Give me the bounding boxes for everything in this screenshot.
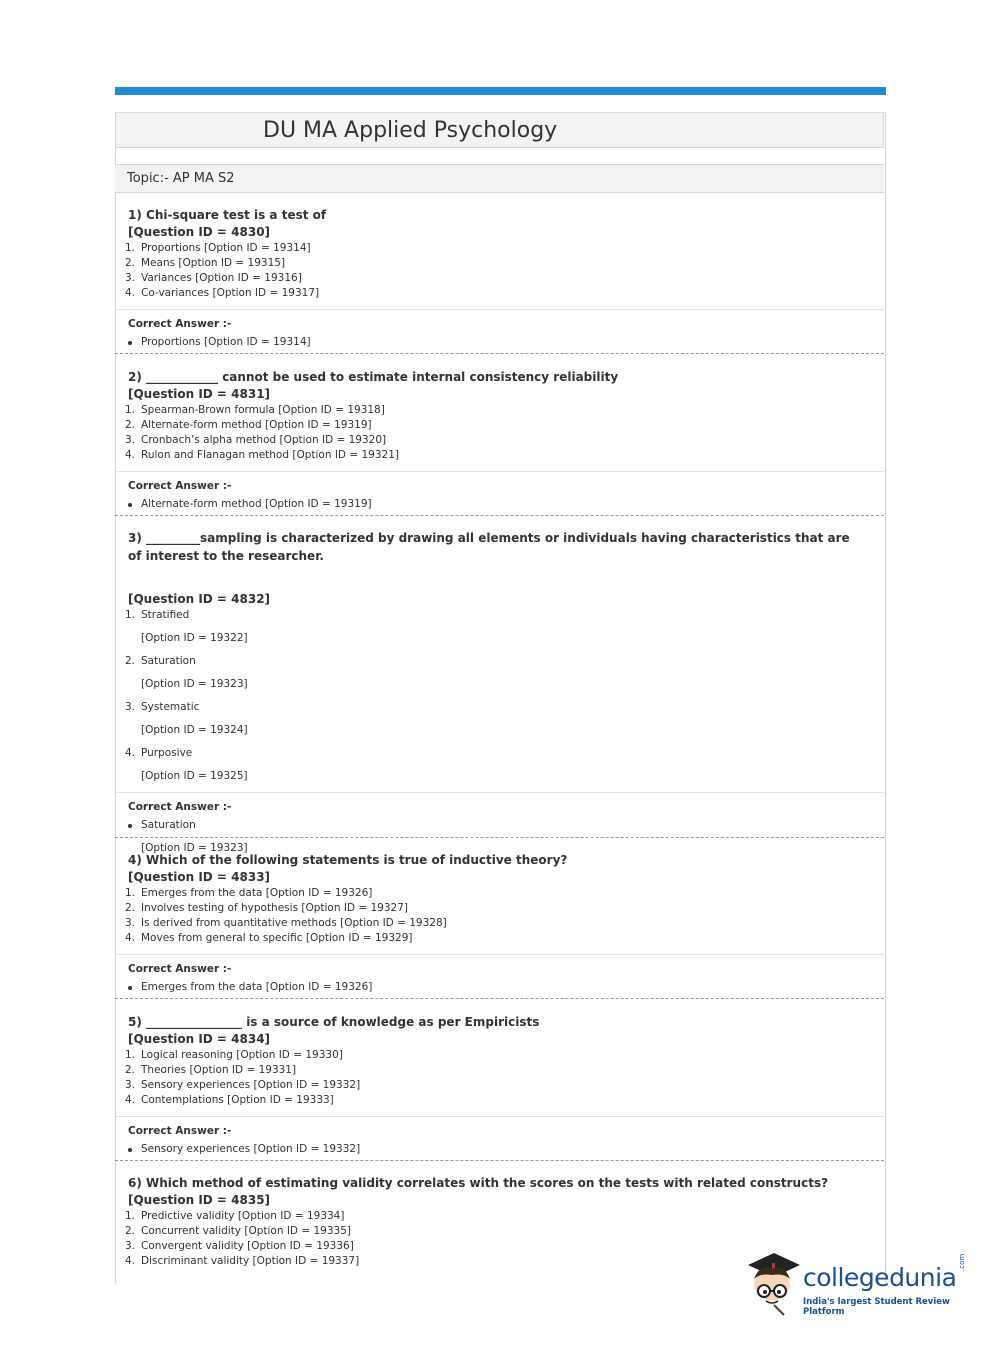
topic-label: Topic:- AP MA S2 xyxy=(127,171,235,186)
question-divider xyxy=(115,515,884,516)
correct-answer-label: Correct Answer :- xyxy=(128,318,232,330)
option-list xyxy=(115,241,884,301)
option-item: 4. Moves from general to specific [Option ID = 19329] xyxy=(125,932,413,944)
question-stem: 3) _________sampling is characterized by drawing all elements or individuals having characteristics that are of interest to the researcher. xyxy=(128,531,850,563)
question-stem: 2) ____________ cannot be used to estimate internal consistency reliability xyxy=(128,370,619,384)
option-item: 2. Alternate-form method [Option ID = 19319] xyxy=(125,419,372,431)
option-item: 1. Logical reasoning [Option ID = 19330] xyxy=(125,1049,343,1061)
question-divider xyxy=(115,998,884,999)
question-5 xyxy=(115,1013,884,1157)
option-item: 2. Theories [Option ID = 19331] xyxy=(125,1064,297,1076)
topic-bar xyxy=(115,165,884,193)
option-item: 3. Cronbach’s alpha method [Option ID = 19320] xyxy=(125,434,387,446)
option-list xyxy=(115,608,884,784)
option-item: 4. Purposive [Option ID = 19325] xyxy=(125,747,248,782)
brand-wordmark: collegedunia xyxy=(803,1263,957,1292)
top-accent-bar xyxy=(115,87,886,95)
correct-answer-label: Correct Answer :- xyxy=(128,801,232,813)
option-item: 3. Is derived from quantitative methods [Option ID = 19328] xyxy=(125,917,447,929)
question-4 xyxy=(115,851,884,995)
answer-separator xyxy=(115,1116,884,1117)
brand-tagline: India's largest Student Review Platform xyxy=(803,1297,950,1317)
correct-answer: Proportions [Option ID = 19314] xyxy=(115,335,884,350)
option-item: 4. Co-variances [Option ID = 19317] xyxy=(125,287,320,299)
question-id: [Question ID = 4830] xyxy=(128,225,271,239)
question-id: [Question ID = 4833] xyxy=(128,870,271,884)
correct-answer-label: Correct Answer :- xyxy=(128,1125,232,1137)
question-stem: 1) Chi-square test is a test of xyxy=(128,208,327,222)
option-item: 2. Means [Option ID = 19315] xyxy=(125,257,286,269)
option-item: 2. Saturation [Option ID = 19323] xyxy=(125,655,248,690)
title-bar xyxy=(115,112,884,148)
question-id: [Question ID = 4835] xyxy=(128,1193,271,1207)
answer-separator xyxy=(115,471,884,472)
correct-answer: Sensory experiences [Option ID = 19332] xyxy=(115,1142,884,1157)
option-item: 2. Concurrent validity [Option ID = 19335] xyxy=(125,1225,351,1237)
spacer-row xyxy=(115,148,884,165)
question-stem: 4) Which of the following statements is true of inductive theory? xyxy=(128,853,568,867)
option-item: 2. Involves testing of hypothesis [Option ID = 19327] xyxy=(125,902,409,914)
option-item: 3. Convergent validity [Option ID = 19336] xyxy=(125,1240,354,1252)
correct-answer-label: Correct Answer :- xyxy=(128,480,232,492)
question-3 xyxy=(115,529,884,856)
bullet-icon xyxy=(128,824,132,828)
option-item: 1. Stratified [Option ID = 19322] xyxy=(125,609,248,644)
correct-answer: Saturation [Option ID = 19323] xyxy=(115,818,884,856)
answer-separator xyxy=(115,954,884,955)
option-item: 4. Discriminant validity [Option ID = 19337] xyxy=(125,1255,360,1267)
mascot-icon xyxy=(744,1249,802,1319)
option-item: 1. Emerges from the data [Option ID = 19326] xyxy=(125,887,373,899)
bullet-icon xyxy=(128,986,132,990)
bullet-icon xyxy=(128,503,132,507)
answer-separator xyxy=(115,792,884,793)
question-stem: 5) ________________ is a source of knowledge as per Empiricists xyxy=(128,1015,540,1029)
option-item: 4. Rulon and Flanagan method [Option ID = 19321] xyxy=(125,449,399,461)
question-divider xyxy=(115,353,884,354)
option-list xyxy=(115,403,884,463)
correct-answer-label: Correct Answer :- xyxy=(128,963,232,975)
page-title: DU MA Applied Psychology xyxy=(263,118,558,143)
question-2 xyxy=(115,368,884,512)
option-item: 3. Variances [Option ID = 19316] xyxy=(125,272,302,284)
option-item: 1. Predictive validity [Option ID = 19334] xyxy=(125,1210,345,1222)
option-item: 3. Systematic [Option ID = 19324] xyxy=(125,701,248,736)
question-id: [Question ID = 4832] xyxy=(128,592,271,606)
option-list xyxy=(115,1048,884,1108)
brand-com: .com xyxy=(958,1253,966,1271)
bullet-icon xyxy=(128,341,132,345)
question-id: [Question ID = 4831] xyxy=(128,387,271,401)
bullet-icon xyxy=(128,1148,132,1152)
answer-separator xyxy=(115,309,884,310)
option-list xyxy=(115,886,884,946)
option-item: 4. Contemplations [Option ID = 19333] xyxy=(125,1094,334,1106)
question-id: [Question ID = 4834] xyxy=(128,1032,271,1046)
question-divider xyxy=(115,837,884,838)
option-item: 1. Proportions [Option ID = 19314] xyxy=(125,242,311,254)
question-stem: 6) Which method of estimating validity correlates with the scores on the tests with related constructs? xyxy=(128,1176,829,1190)
question-divider xyxy=(115,1160,884,1161)
option-item: 3. Sensory experiences [Option ID = 19332] xyxy=(125,1079,361,1091)
correct-answer: Alternate-form method [Option ID = 19319] xyxy=(115,497,884,512)
option-item: 1. Spearman-Brown formula [Option ID = 19318] xyxy=(125,404,385,416)
correct-answer: Emerges from the data [Option ID = 19326] xyxy=(115,980,884,995)
collegedunia-logo xyxy=(744,1249,974,1319)
question-1 xyxy=(115,206,884,350)
